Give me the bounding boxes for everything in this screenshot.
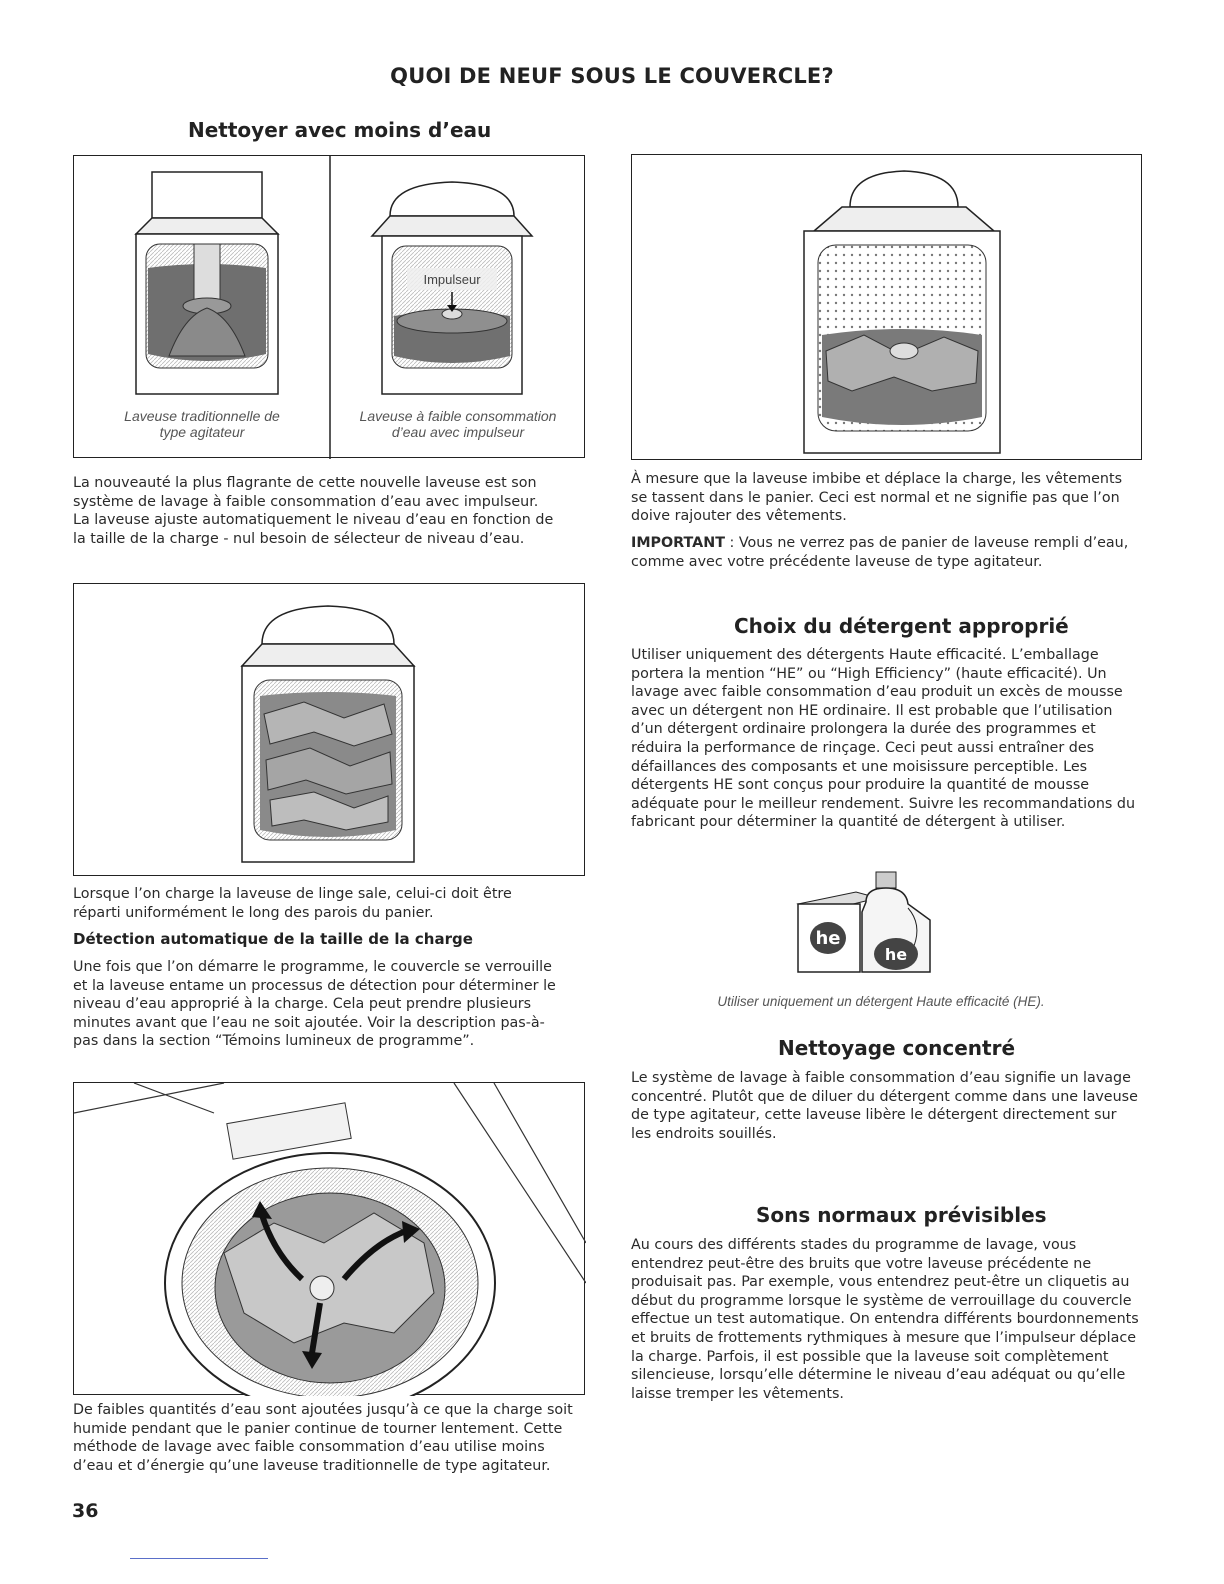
paragraph-sons: Au cours des différents stades du programme de lavage, vous entendrez peut-être des bruits que votre laveuse précédente ne produisait pas. Par exemple, vous entendrez peut-être un cliquetis au début du programme lorsque le système de verrouillage du couvercle effectue un test automatique. On entendra différents bourdonnements et bruits de frottements rythmiques à mesure que l’impulseur déplace la charge. Parfois, il est possible que la laveuse soit complètement silencieuse, lorsqu’elle détermine le niveau d’eau adéquat ou qu’elle laisse tremper les vêtements.: [631, 1237, 1139, 1402]
paragraph-settle: À mesure que la laveuse imbibe et déplace la charge, les vêtements se tassent dans le panier. Ceci est normal et ne signifie pas que l’on doive rajouter des vêtements.: [631, 471, 1123, 525]
figure-loaded-basket: [73, 583, 585, 876]
caption-impeller-2: d’eau avec impulseur: [391, 424, 525, 440]
section-heading-concentre: Nettoyage concentré: [778, 1036, 1016, 1060]
page-number: 36: [72, 1500, 99, 1522]
caption-impeller-1: Laveuse à faible consommation: [359, 408, 557, 424]
page-title: QUOI DE NEUF SOUS LE COUVERCLE?: [390, 64, 834, 88]
bottom-divider: [130, 1558, 268, 1559]
important-label: IMPORTANT: [631, 535, 725, 551]
paragraph-water-added: De faibles quantités d’eau sont ajoutées jusqu’à ce que la charge soit humide pendant que le panier continue de tourner lentement. Cette méthode de lavage avec faible consommation d’eau utilise moins d’eau et d’énergie qu’une laveuse traditionnelle de type agitateur.: [73, 1402, 573, 1474]
loaded-basket-illustration: [74, 584, 586, 877]
impulseur-label: Impulseur: [423, 272, 481, 287]
figure-basket-load-settle: [631, 154, 1142, 460]
figure-washer-comparison: [73, 155, 585, 458]
paragraph-loading: Lorsque l’on charge la laveuse de linge sale, celui-ci doit être réparti uniformément le long des parois du panier.: [73, 886, 512, 921]
paragraph-important: [631, 534, 1131, 571]
caption-agitator-2: type agitateur: [159, 424, 245, 440]
section-heading-sons: Sons normaux prévisibles: [756, 1203, 1047, 1227]
paragraph-concentre: Le système de lavage à faible consommation d’eau signifie un lavage concentré. Plutôt que de diluer du détergent comme dans une laveuse de type agitateur, cette laveuse libère le détergent directement sur les endroits souillés.: [631, 1070, 1138, 1142]
section-heading-nettoyer: Nettoyer avec moins d’eau: [188, 118, 492, 142]
impeller-washer-drawing: [372, 182, 532, 394]
top-view-illustration: [74, 1083, 586, 1396]
caption-agitator-1: Laveuse traditionnelle de: [124, 408, 280, 424]
paragraph-detergent: Utiliser uniquement des détergents Haute efficacité. L’emballage portera la mention “HE” ou “High Efficiency” (haute efficacité). Un lavage avec faible consommation d’eau produit un excès de mousse avec un détergent non HE ordinaire. Il est probable que l’utilisation d’un détergent ordinaire prolongera la durée des programmes et réduira la performance de rinçage. Ceci peut aussi entraîner des défaillances des composants et une moisissure perceptible. Les détergents HE sont conçus pour produire la quantité de mousse adéquate pour le meilleur rendement. Suivre les recommandations du fabricant pour déterminer la quantité de détergent à utiliser.: [631, 647, 1136, 831]
he-detergent-illustration: [790, 868, 940, 980]
section-heading-detergent: Choix du détergent approprié: [734, 614, 1069, 638]
agitator-washer-drawing: [136, 172, 278, 394]
he-logo-bottle: he: [884, 945, 908, 964]
paragraph-detection: Une fois que l’on démarre le programme, le couvercle se verrouille et la laveuse entame un processus de détection pour déterminer le niveau d’eau approprié à la charge. Cela peut prendre plusieurs minutes avant que l’eau ne soit ajoutée. Voir la description pas-à-pas dans la section “Témoins lumineux de programme”.: [73, 959, 556, 1050]
he-logo-box: he: [815, 928, 841, 949]
subheading-detection: Détection automatique de la taille de la charge: [73, 930, 473, 948]
figure-top-view-basket: [73, 1082, 585, 1395]
paragraph-intro: La nouveauté la plus flagrante de cette nouvelle laveuse est son système de lavage à faible consommation d’eau avec impulseur. La laveuse ajuste automatiquement le niveau d’eau en fonction de la taille de la charge - nul besoin de sélecteur de niveau d’eau.: [73, 475, 554, 547]
basket-settle-illustration: [632, 155, 1143, 461]
detergent-caption: Utiliser uniquement un détergent Haute efficacité (HE).: [717, 994, 1045, 1009]
important-text: : Vous ne verrez pas de panier de laveuse rempli d’eau, comme avec votre précédente laveuse de type agitateur.: [631, 535, 1129, 570]
